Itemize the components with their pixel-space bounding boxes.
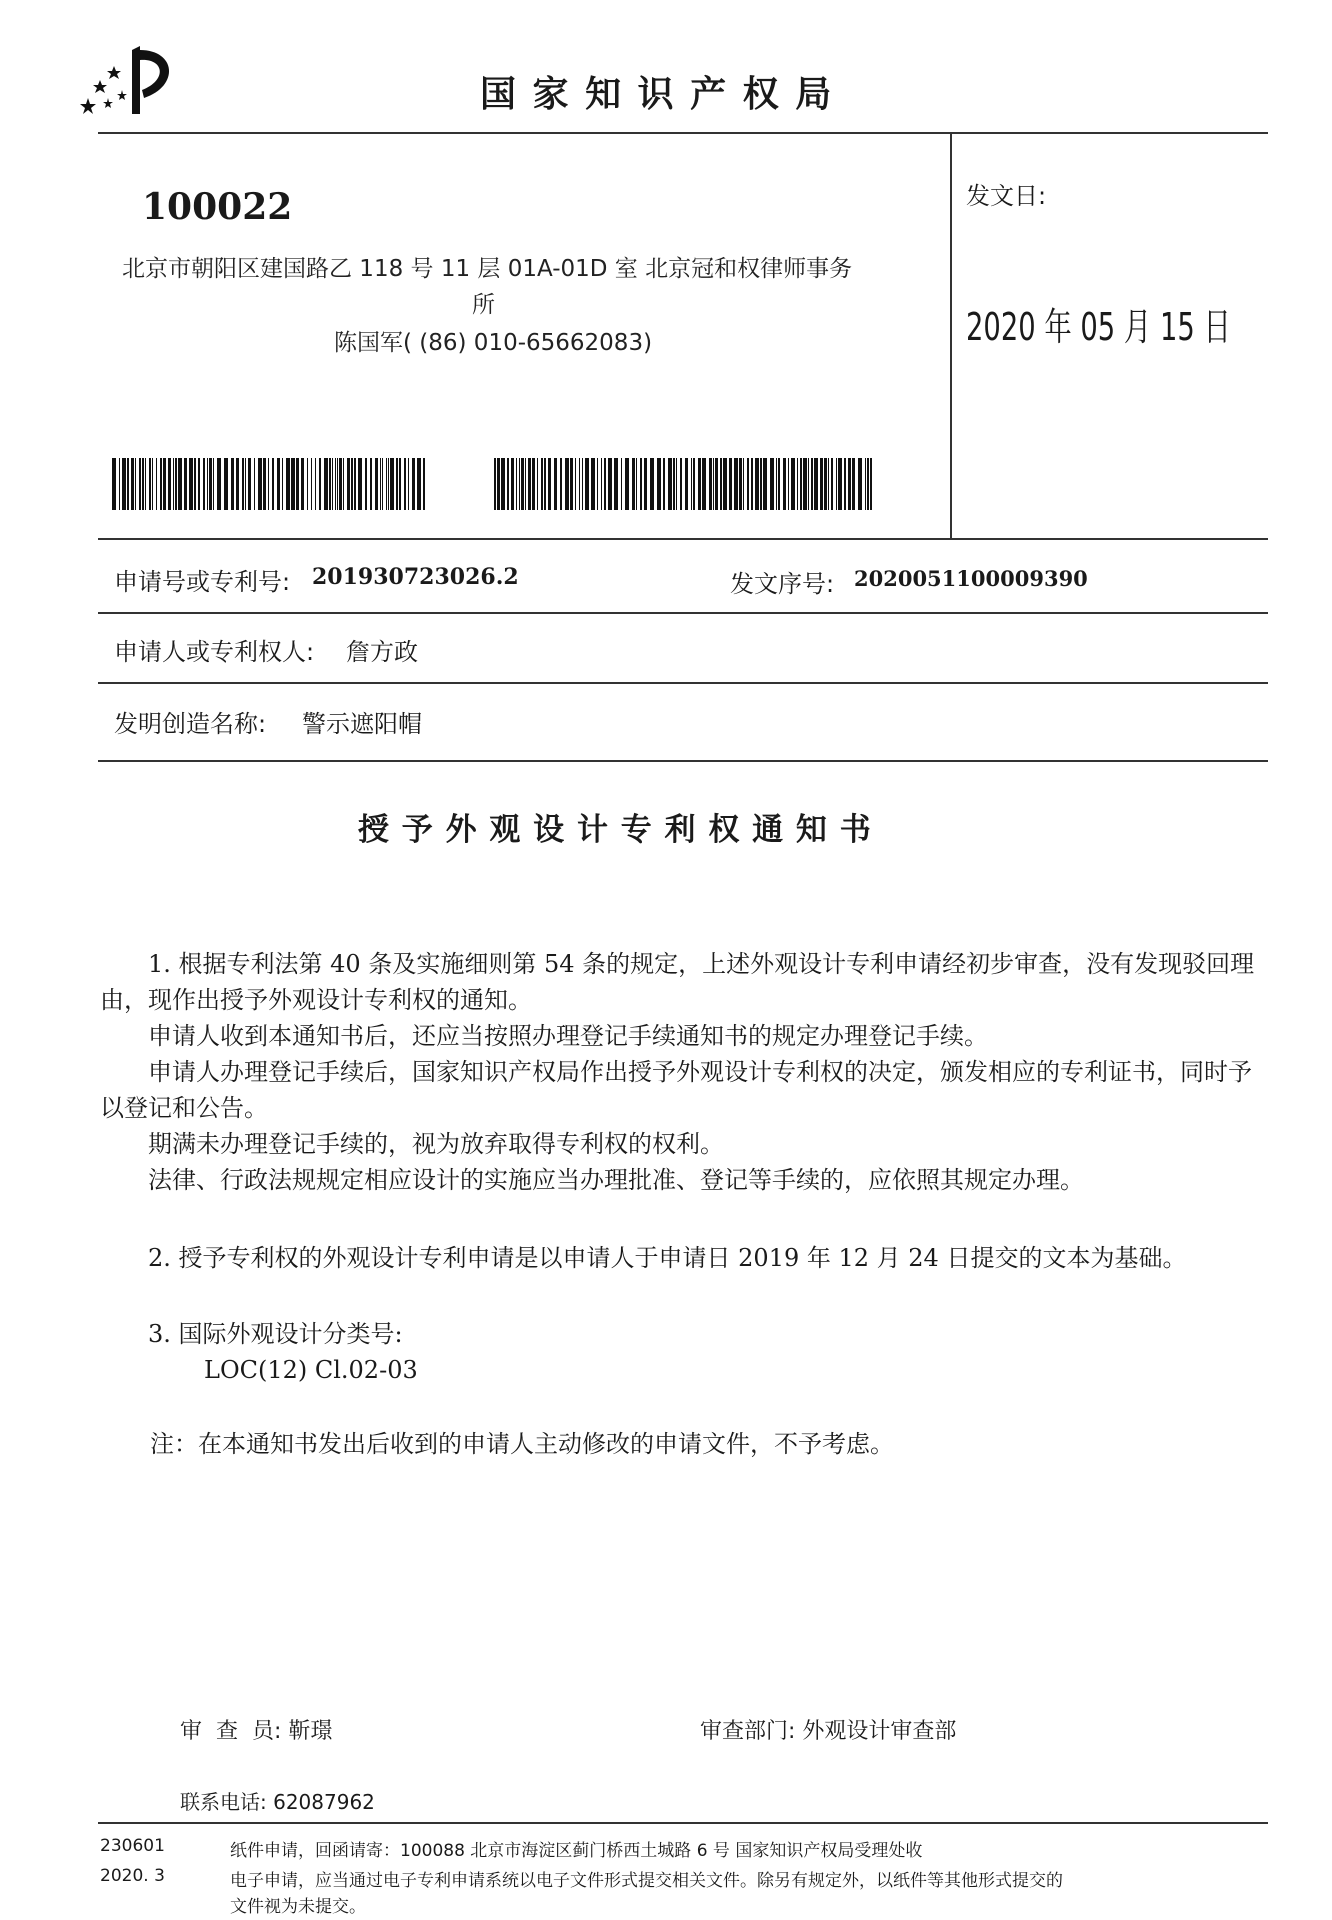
barcode-bar	[319, 458, 321, 510]
barcode-bar	[119, 458, 120, 510]
barcode-bar	[315, 458, 316, 510]
barcode-bar	[149, 458, 151, 510]
amendment-note: 注：在本通知书发出后收到的申请人主动修改的申请文件，不予考虑。	[150, 1430, 894, 1458]
barcode-bar	[608, 458, 612, 510]
barcode-bar	[332, 458, 333, 510]
send-date-value: 2020 年 05 月 15 日	[966, 305, 1231, 349]
barcode-bar	[673, 458, 675, 510]
barcode-bar	[525, 458, 526, 510]
barcode-bar	[519, 458, 520, 510]
barcode-bar	[388, 458, 389, 510]
barcode-bar	[131, 458, 134, 510]
paragraph-1: 1. 根据专利法第 40 条及实施细则第 54 条的规定，上述外观设计专利申请经初步审查，没有发现驳回理由，现作出授予外观设计专利权的通知。	[100, 950, 1255, 1014]
barcode-bar	[776, 458, 777, 510]
barcode-bar	[858, 458, 862, 510]
design-name-label: 发明创造名称:	[114, 710, 267, 738]
barcode-bar	[751, 458, 753, 510]
barcode-bar	[178, 458, 182, 510]
barcode-bar	[408, 458, 409, 510]
footer-line	[98, 1822, 1268, 1824]
footer-electronic-instructions: 电子申请，应当通过电子专利申请系统以电子文件形式提交相关文件。除另有规定外，以纸件等其他形式提交的	[230, 1871, 1063, 1891]
barcode-bar	[632, 458, 635, 510]
barcode-bar	[755, 458, 759, 510]
barcode-bar	[808, 458, 809, 510]
barcode-bar	[763, 458, 767, 510]
department: 审查部门: 外观设计审查部	[700, 1719, 957, 1744]
barcode-right	[494, 458, 874, 510]
barcode-bar	[263, 458, 266, 510]
barcode-bar	[173, 458, 174, 510]
barcode-bar	[404, 458, 406, 510]
barcode-bar	[554, 458, 557, 510]
paragraph-6: 2. 授予专利权的外观设计专利申请是以申请人于申请日 2019 年 12 月 24 日提交的文本为基础。	[148, 1244, 1187, 1272]
barcode-bar	[676, 458, 677, 510]
form-version: 2020. 3	[100, 1866, 165, 1886]
barcode-bar	[521, 458, 524, 510]
cnipa-logo	[76, 38, 186, 118]
barcode-bar	[544, 458, 546, 510]
barcode-bar	[604, 458, 606, 510]
application-number-value: 201930723026.2	[312, 564, 519, 590]
barcode-bar	[865, 458, 866, 510]
barcode-bar	[497, 458, 500, 510]
barcode-bar	[209, 458, 212, 510]
info-top-line	[98, 538, 1268, 540]
barcode-bar	[729, 458, 732, 510]
barcode-bar	[203, 458, 205, 510]
barcode-bar	[339, 458, 342, 510]
barcode-bar	[175, 458, 177, 510]
barcode-bar	[282, 458, 283, 510]
barcode-bar	[640, 458, 642, 510]
barcode-bar	[412, 458, 415, 510]
paragraph-5: 法律、行政法规规定相应设计的实施应当办理批准、登记等手续的，应依照其规定办理。	[148, 1166, 1084, 1194]
barcode-bar	[375, 458, 378, 510]
barcode-bar	[258, 458, 262, 510]
barcode-bar	[127, 458, 129, 510]
barcode-bar	[156, 458, 157, 510]
barcode-bar	[307, 458, 308, 510]
barcode-bar	[680, 458, 682, 510]
barcode-bar	[824, 458, 827, 510]
barcode-bar	[224, 458, 228, 510]
barcode-bar	[820, 458, 823, 510]
barcode-bar	[494, 458, 496, 510]
agency-name: 国 家 知 识 产 权 局	[480, 74, 834, 115]
barcode-bar	[591, 458, 595, 510]
barcode-bar	[268, 458, 269, 510]
barcode-bar	[702, 458, 706, 510]
barcode-bar	[390, 458, 394, 510]
info-bottom-line	[98, 760, 1268, 762]
info-line-2	[98, 612, 1268, 614]
barcode-bar	[291, 458, 295, 510]
barcode-bar	[614, 458, 618, 510]
barcode-bar	[811, 458, 813, 510]
barcode-bar	[351, 458, 353, 510]
barcode-bar	[570, 458, 573, 510]
barcode-bar	[248, 458, 251, 510]
barcode-bar	[396, 458, 398, 510]
barcode-bar	[582, 458, 583, 510]
barcode-bar	[831, 458, 833, 510]
barcode-bar	[347, 458, 350, 510]
barcode-bar	[644, 458, 647, 510]
barcode-bar	[848, 458, 851, 510]
barcode-bar	[797, 458, 798, 510]
barcode-bar	[760, 458, 762, 510]
barcode-bar	[296, 458, 299, 510]
barcode-bar	[528, 458, 531, 510]
barcode-bar	[189, 458, 193, 510]
barcode-bar	[354, 458, 356, 510]
barcode-bar	[198, 458, 200, 510]
barcode-bar	[836, 458, 837, 510]
applicant-value: 詹方政	[346, 638, 418, 666]
examiner: 审 查 员: 靳璟	[180, 1719, 333, 1744]
barcode-bar	[343, 458, 344, 510]
barcode-bar	[870, 458, 872, 510]
notice-title: 授 予 外 观 设 计 专 利 权 通 知 书	[358, 812, 872, 848]
barcode-bar	[365, 458, 367, 510]
barcode-bar	[532, 458, 535, 510]
barcode-bar	[657, 458, 661, 510]
contact-line: 陈国军( (86) 010-65662083)	[334, 330, 653, 356]
barcode-bar	[636, 458, 637, 510]
barcode-bar	[867, 458, 869, 510]
barcode-bar	[734, 458, 738, 510]
barcode-bar	[286, 458, 290, 510]
barcode-bar	[380, 458, 381, 510]
barcode-bar	[507, 458, 509, 510]
barcode-bar	[399, 458, 401, 510]
barcode-bar	[311, 458, 312, 510]
barcode-bar	[698, 458, 701, 510]
barcode-bar	[565, 458, 569, 510]
document-number-value: 2020051100009390	[854, 566, 1088, 591]
paragraph-3: 申请人办理登记手续后，国家知识产权局作出授予外观设计专利权的决定，颁发相应的专利证书，同时予以登记和公告。	[100, 1058, 1252, 1122]
barcode-bar	[747, 458, 749, 510]
barcode-bar	[585, 458, 589, 510]
barcode-bar	[625, 458, 629, 510]
applicant-label: 申请人或专利权人:	[114, 638, 315, 666]
barcode-bar	[537, 458, 538, 510]
document-number-label: 发文序号:	[730, 570, 835, 598]
barcode-bar	[423, 458, 425, 510]
barcode-bar	[382, 458, 383, 510]
barcode-bar	[168, 458, 171, 510]
barcode-bar	[386, 458, 387, 510]
barcode-bar	[709, 458, 712, 510]
barcode-bar	[541, 458, 543, 510]
barcode-bar	[501, 458, 505, 510]
barcode-bar	[814, 458, 818, 510]
barcode-bar	[663, 458, 665, 510]
barcode-bar	[852, 458, 855, 510]
address-line-2: 所	[472, 292, 495, 318]
barcode-bar	[217, 458, 221, 510]
address-line-1: 北京市朝阳区建国路乙 118 号 11 层 01A-01D 室 北京冠和权律师事务	[122, 256, 853, 282]
design-name-value: 警示遮阳帽	[302, 710, 422, 738]
barcode-bar	[516, 458, 517, 510]
barcode-bar	[245, 458, 246, 510]
barcode-bar	[778, 458, 780, 510]
barcode-bar	[579, 458, 580, 510]
classification-number: LOC(12) Cl.02-03	[204, 1356, 418, 1384]
header-divider	[98, 132, 1268, 134]
barcode-bar	[163, 458, 166, 510]
barcode-bar	[691, 458, 692, 510]
barcode-bar	[194, 458, 196, 510]
barcode-bar	[335, 458, 336, 510]
barcode-bar	[548, 458, 551, 510]
barcode-bar	[231, 458, 234, 510]
date-column-divider	[950, 132, 952, 538]
barcode-bar	[160, 458, 162, 510]
barcode-bar	[693, 458, 695, 510]
barcode-bar	[713, 458, 714, 510]
barcode-bar	[770, 458, 774, 510]
barcode-bar	[139, 458, 141, 510]
contact-phone: 联系电话: 62087962	[180, 1790, 375, 1814]
barcode-bar	[560, 458, 562, 510]
barcode-bar	[803, 458, 807, 510]
barcode-bar	[242, 458, 244, 510]
barcode-bar	[844, 458, 846, 510]
barcode-bar	[575, 458, 576, 510]
barcode-bar	[788, 458, 789, 510]
barcode-bar	[277, 458, 280, 510]
barcode-left	[112, 458, 428, 510]
barcode-bar	[207, 458, 208, 510]
barcode-bar	[720, 458, 722, 510]
barcode-bar	[828, 458, 829, 510]
barcode-bar	[417, 458, 421, 510]
barcode-bar	[715, 458, 718, 510]
barcode-bar	[743, 458, 744, 510]
application-number-label: 申请号或专利号:	[114, 568, 291, 596]
barcode-bar	[329, 458, 331, 510]
paragraph-4: 期满未办理登记手续的，视为放弃取得专利权的权利。	[148, 1130, 724, 1158]
barcode-bar	[122, 458, 126, 510]
postal-code: 100022	[142, 186, 293, 228]
barcode-bar	[358, 458, 362, 510]
paragraph-2: 申请人收到本通知书后，还应当按照办理登记手续通知书的规定办理登记手续。	[148, 1022, 988, 1050]
barcode-bar	[783, 458, 786, 510]
form-code: 230601	[100, 1836, 165, 1856]
info-line-3	[98, 682, 1268, 684]
barcode-bar	[838, 458, 842, 510]
barcode-bar	[324, 458, 328, 510]
barcode-bar	[739, 458, 742, 510]
footer-electronic-instructions-cont: 文件视为未提交。	[230, 1897, 366, 1917]
send-date-label: 发文日:	[966, 182, 1047, 210]
paragraph-7: 3. 国际外观设计分类号:	[148, 1320, 403, 1348]
barcode-bar	[145, 458, 146, 510]
footer-paper-instructions: 纸件申请，回函请寄：100088 北京市海淀区蓟门桥西土城路 6 号 国家知识产权局受理处收	[230, 1841, 923, 1861]
barcode-bar	[184, 458, 187, 510]
barcode-bar	[800, 458, 802, 510]
barcode-bar	[337, 458, 338, 510]
barcode-bar	[272, 458, 274, 510]
barcode-bar	[236, 458, 239, 510]
barcode-bar	[213, 458, 214, 510]
barcode-bar	[511, 458, 514, 510]
barcode-bar	[152, 458, 153, 510]
barcode-bar	[668, 458, 672, 510]
barcode-bar	[601, 458, 602, 510]
barcode-bar	[301, 458, 304, 510]
barcode-bar	[723, 458, 727, 510]
barcode-bar	[254, 458, 255, 510]
barcode-bar	[621, 458, 622, 510]
barcode-bar	[112, 458, 116, 510]
barcode-bar	[685, 458, 688, 510]
barcode-bar	[370, 458, 372, 510]
barcode-bar	[650, 458, 654, 510]
barcode-bar	[135, 458, 136, 510]
barcode-bar	[791, 458, 795, 510]
barcode-bar	[597, 458, 598, 510]
barcode-bar	[142, 458, 144, 510]
